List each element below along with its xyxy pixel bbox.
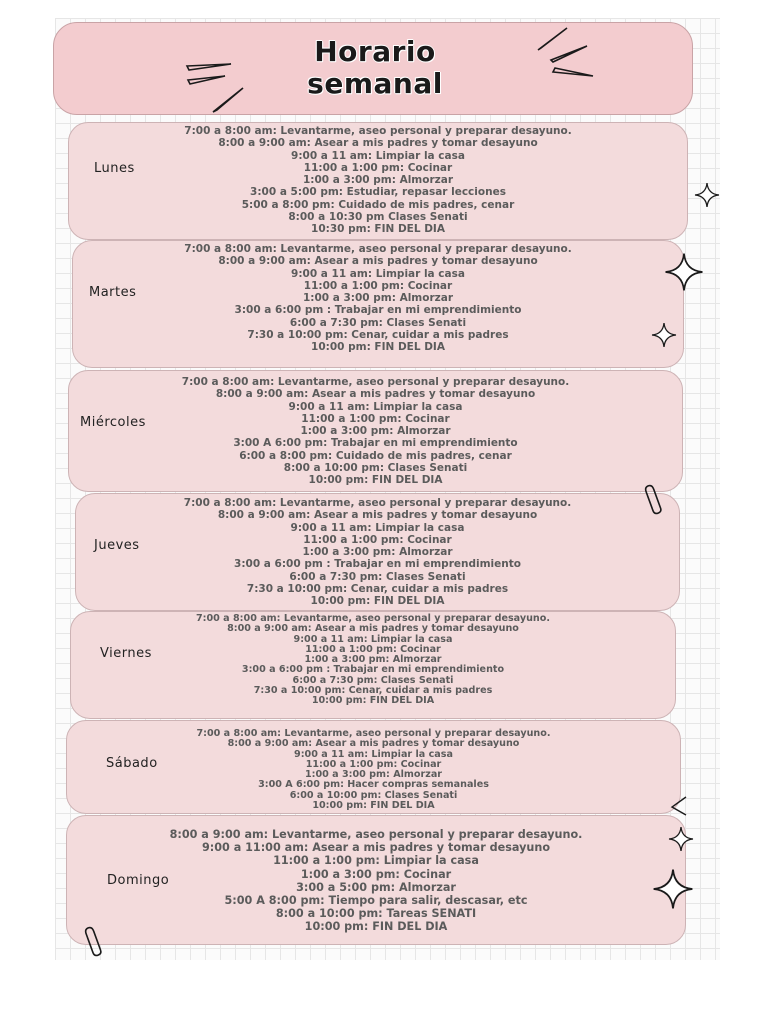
page-title <box>255 36 495 100</box>
schedule-line: 7:00 a 8:00 am: Levantarme, aseo personal y preparar desayuno. <box>184 125 572 137</box>
schedule-line: 5:00 A 8:00 pm: Tiempo para salir, descasar, etc <box>224 894 528 908</box>
day-card-jueves <box>75 493 680 611</box>
title-line-1: Horario <box>314 35 436 68</box>
schedule-line: 8:00 a 9:00 am: Levantarme, aseo personal y preparar desayuno. <box>169 828 583 841</box>
schedule-line: 8:00 a 9:00 am: Asear a mis padres y tomar desayuno <box>215 388 536 401</box>
schedule-list <box>73 243 683 354</box>
day-label: Domingo <box>107 873 170 888</box>
schedule-line: 6:00 a 10:00 pm: Clases Senati <box>289 789 458 801</box>
schedule-line: 8:00 a 10:00 pm: Clases Senati <box>283 462 468 475</box>
schedule-list <box>69 376 682 487</box>
schedule-line: 1:00 a 3:00 pm: Almorzar <box>304 769 443 781</box>
schedule-line: 11:00 a 1:00 pm: Limpiar la casa <box>273 854 479 868</box>
schedule-line: 1:00 a 3:00 pm: Almorzar <box>302 292 454 305</box>
schedule-line: 9:00 a 11 am: Limpiar la casa <box>288 400 463 413</box>
schedule-line: 8:00 a 10:00 pm: Tareas SENATI <box>275 907 477 921</box>
schedule-list <box>67 828 685 934</box>
schedule-line: 10:00 pm: FIN DEL DIA <box>310 595 445 608</box>
schedule-line: 3:00 A 6:00 pm: Trabajar en mi emprendimiento <box>233 437 518 450</box>
schedule-line: 3:00 A 6:00 pm: Hacer compras semanales <box>258 779 489 791</box>
schedule-line: 9:00 a 11 am: Limpiar la casa <box>291 267 465 280</box>
title-line-2: semanal <box>307 67 443 100</box>
schedule-line: 1:00 a 3:00 pm: Almorzar <box>302 174 454 187</box>
day-card-domingo <box>66 815 686 945</box>
schedule-line: 7:30 a 10:00 pm: Cenar, cuidar a mis padres <box>247 329 509 342</box>
day-label: Lunes <box>94 161 135 176</box>
schedule-line: 7:00 a 8:00 am: Levantarme, aseo personal y preparar desayuno. <box>184 243 572 255</box>
schedule-line: 3:00 a 6:00 pm : Trabajar en mi emprendimiento <box>234 304 522 317</box>
paperclip-icon <box>80 924 106 958</box>
schedule-line: 8:00 a 9:00 am: Asear a mis padres y tomar desayuno <box>227 623 519 635</box>
schedule-line: 3:00 a 6:00 pm : Trabajar en mi emprendimiento <box>241 664 505 676</box>
schedule-line: 9:00 a 11 am: Limpiar la casa <box>293 633 453 645</box>
schedule-line: 8:00 a 9:00 am: Asear a mis padres y tomar desayuno <box>227 738 520 750</box>
sparkle-icon <box>652 868 694 910</box>
schedule-line: 10:00 pm: FIN DEL DIA <box>304 920 448 934</box>
schedule-line: 9:00 a 11 am: Limpiar la casa <box>294 748 453 760</box>
schedule-line: 10:30 pm: FIN DEL DIA <box>311 223 445 236</box>
schedule-line: 9:00 a 11:00 am: Asear a mis padres y tomar desayuno <box>201 841 551 855</box>
schedule-line: 1:00 a 3:00 pm: Almorzar <box>304 654 442 666</box>
schedule-line: 1:00 a 3:00 pm: Almorzar <box>300 425 451 438</box>
schedule-line: 1:00 a 3:00 pm: Almorzar <box>302 546 453 559</box>
schedule-line: 3:00 a 6:00 pm : Trabajar en mi emprendimiento <box>234 558 521 571</box>
schedule-line: 11:00 a 1:00 pm: Cocinar <box>305 643 441 655</box>
day-label: Martes <box>89 285 137 300</box>
schedule-line: 3:00 a 5:00 pm: Estudiar, repasar lecciones <box>250 186 506 199</box>
day-card-viernes <box>70 611 676 719</box>
burst-lines-icon <box>183 58 248 116</box>
schedule-line: 10:00 pm: FIN DEL DIA <box>311 695 435 707</box>
schedule-line: 9:00 a 11 am: Limpiar la casa <box>290 521 465 534</box>
schedule-line: 8:00 a 9:00 am: Asear a mis padres y tomar desayuno <box>218 137 538 150</box>
schedule-line: 7:30 a 10:00 pm: Cenar, cuidar a mis padres <box>253 685 493 697</box>
schedule-line: 1:00 a 3:00 pm: Cocinar <box>300 867 452 881</box>
schedule-list <box>69 125 687 236</box>
schedule-line: 6:00 a 7:30 pm: Clases Senati <box>292 674 454 686</box>
schedule-line: 6:00 a 7:30 pm: Clases Senati <box>289 570 466 583</box>
schedule-line: 8:00 a 9:00 am: Asear a mis padres y tomar desayuno <box>218 255 538 268</box>
schedule-line: 8:00 a 10:30 pm Clases Senati <box>288 211 468 224</box>
schedule-list <box>71 614 675 707</box>
schedule-line: 6:00 a 8:00 pm: Cuidado de mis padres, cenar <box>239 449 512 462</box>
schedule-list <box>76 497 679 608</box>
schedule-line: 11:00 a 1:00 pm: Cocinar <box>305 758 442 770</box>
schedule-line: 7:00 a 8:00 am: Levantarme, aseo personal y preparar desayuno. <box>183 497 572 509</box>
day-label: Jueves <box>94 538 140 553</box>
schedule-line: 11:00 a 1:00 pm: Cocinar <box>303 533 452 546</box>
day-card-martes <box>72 240 684 368</box>
sparkle-icon <box>664 252 704 292</box>
schedule-line: 10:00 pm: FIN DEL DIA <box>308 474 443 487</box>
schedule-line: 7:30 a 10:00 pm: Cenar, cuidar a mis padres <box>246 583 509 596</box>
schedule-line: 3:00 a 5:00 pm: Almorzar <box>296 880 456 894</box>
schedule-line: 7:00 a 8:00 am: Levantarme, aseo personal y preparar desayuno. <box>196 728 551 739</box>
day-card-lunes <box>68 122 688 240</box>
schedule-line: 8:00 a 9:00 am: Asear a mis padres y tomar desayuno <box>217 509 538 522</box>
schedule-line: 10:00 pm: FIN DEL DIA <box>312 800 435 812</box>
schedule-line: 7:00 a 8:00 am: Levantarme, aseo personal y preparar desayuno. <box>195 613 550 624</box>
bracket-icon <box>668 795 690 817</box>
sparkle-icon <box>694 182 720 208</box>
schedule-list <box>67 729 680 811</box>
sparkle-icon <box>668 826 694 852</box>
paperclip-icon <box>640 482 666 516</box>
day-label: Miércoles <box>80 415 146 430</box>
day-card-sabado <box>66 720 681 814</box>
schedule-line: 5:00 a 8:00 pm: Cuidado de mis padres, cenar <box>241 198 515 211</box>
schedule-line: 11:00 a 1:00 pm: Cocinar <box>303 161 453 174</box>
day-label: Sábado <box>106 756 158 771</box>
schedule-line: 11:00 a 1:00 pm: Cocinar <box>301 412 450 425</box>
burst-lines-icon <box>533 24 598 80</box>
sparkle-icon <box>651 322 677 348</box>
schedule-line: 11:00 a 1:00 pm: Cocinar <box>303 279 453 292</box>
day-card-miercoles <box>68 370 683 492</box>
schedule-line: 10:00 pm: FIN DEL DIA <box>311 341 445 354</box>
schedule-line: 7:00 a 8:00 am: Levantarme, aseo personal y preparar desayuno. <box>181 376 570 388</box>
schedule-line: 6:00 a 7:30 pm: Clases Senati <box>289 316 467 329</box>
day-label: Viernes <box>100 646 152 661</box>
schedule-line: 9:00 a 11 am: Limpiar la casa <box>291 149 465 162</box>
